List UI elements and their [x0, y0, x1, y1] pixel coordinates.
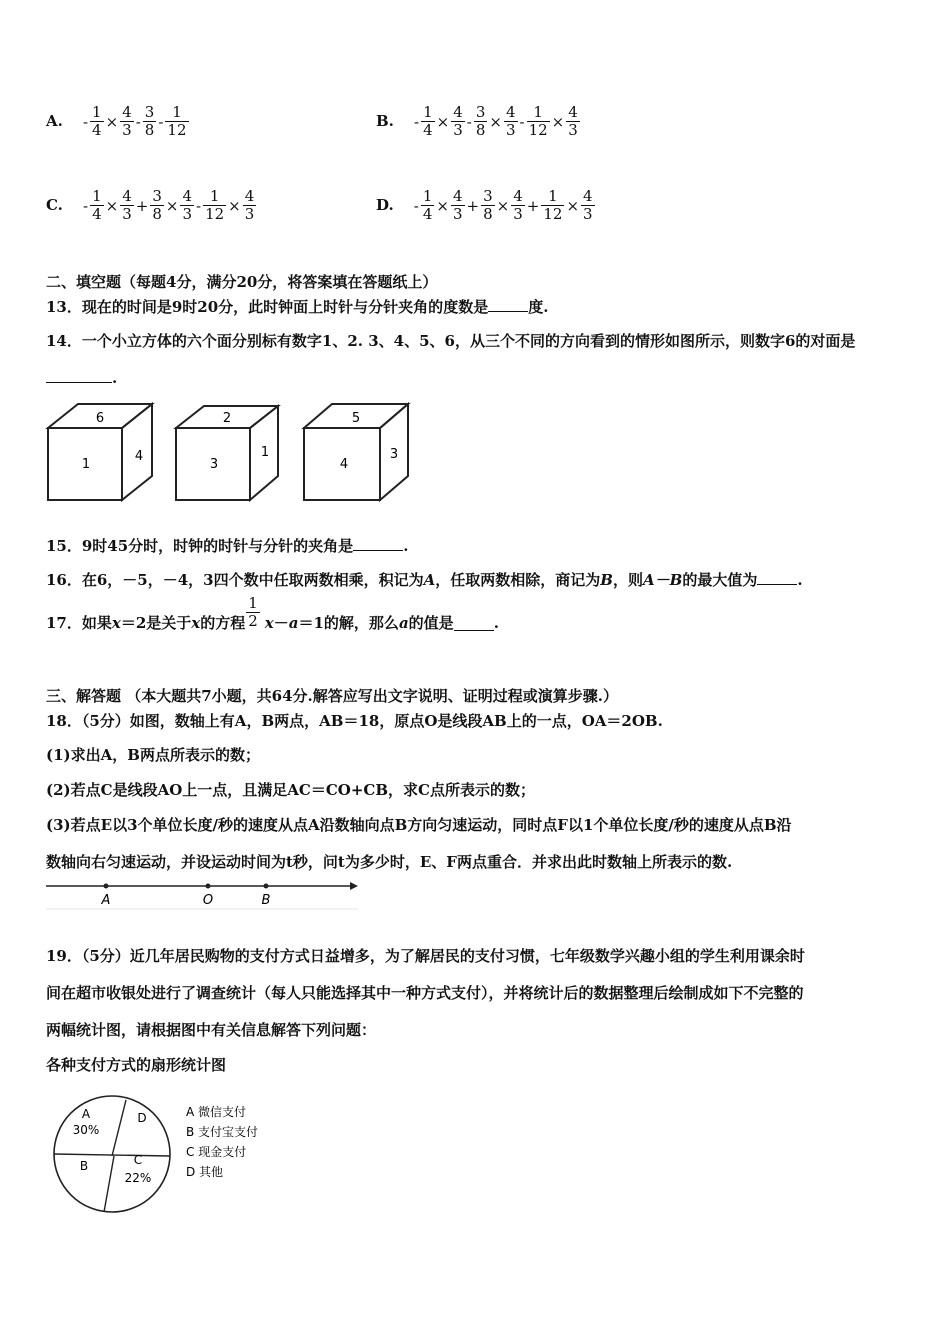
- fraction-numerator: 4: [122, 187, 132, 205]
- fraction-numerator: 4: [453, 187, 463, 205]
- fraction-numerator: 3: [152, 187, 162, 205]
- fraction-denominator: 3: [505, 121, 516, 139]
- operator: -: [413, 196, 419, 215]
- cube-3-side: 3: [389, 447, 399, 462]
- fraction: [511, 188, 525, 223]
- fraction-denominator: 8: [152, 205, 162, 223]
- q17-frac-num: 1: [248, 593, 258, 612]
- fraction: [566, 104, 580, 139]
- fraction-numerator: 1: [541, 188, 564, 206]
- q16-text: 16．在6，－5，－4，3四个数中任取两数相乘，积记为: [46, 571, 424, 589]
- operator: ×: [105, 112, 119, 131]
- cube-2: [176, 406, 278, 500]
- operator: -: [414, 112, 420, 131]
- cube-3-front: 4: [339, 457, 349, 472]
- question-19-line2: 间在超市收银处进行了调查统计（每人只能选择其中一种方式支付），并将统计后的数据整理后绘制成如下不完整的: [46, 984, 804, 1002]
- point-a-dot: [104, 884, 109, 889]
- operator: ×: [228, 196, 241, 215]
- cube-1-front: 1: [81, 457, 91, 472]
- q17-var-x3: x: [264, 614, 274, 632]
- question-15: [46, 536, 408, 556]
- q16-end: .: [797, 571, 803, 589]
- legend-entry-d: D 其他: [186, 1165, 224, 1179]
- operator: -: [519, 112, 525, 131]
- pie-slice-label-c: C: [133, 1153, 143, 1167]
- fraction-numerator: 4: [122, 103, 132, 121]
- fraction-denominator: 3: [453, 205, 463, 223]
- legend-entry-c: C 现金支付: [186, 1145, 247, 1159]
- operator: ×: [566, 196, 580, 215]
- q17-text-3: 的方程: [200, 614, 246, 632]
- operator: -: [158, 112, 164, 131]
- fraction: [180, 188, 194, 223]
- q16-text-4: 的最大值为: [682, 571, 758, 589]
- pie-slice-percent-a: 30%: [72, 1123, 100, 1137]
- operator: ×: [551, 112, 565, 131]
- fraction: [143, 104, 157, 139]
- q17-fraction: [246, 595, 260, 630]
- fraction-denominator: 4: [92, 205, 102, 223]
- fraction-denominator: 12: [167, 121, 187, 139]
- fraction: [243, 188, 257, 223]
- fraction: [451, 188, 465, 223]
- q17-frac-den: 2: [248, 611, 258, 630]
- fraction-numerator: 1: [423, 103, 433, 121]
- q13-unit: 度.: [528, 298, 549, 316]
- q14-answer-blank[interactable]: [46, 368, 112, 383]
- fraction-denominator: 3: [122, 121, 132, 139]
- operator: +: [526, 196, 540, 215]
- fraction-numerator: 1: [92, 187, 102, 205]
- fraction-numerator: 3: [483, 187, 493, 205]
- operator: +: [466, 196, 480, 215]
- fraction-denominator: 8: [144, 121, 155, 139]
- point-b-label: B: [261, 893, 271, 908]
- q15-answer-blank[interactable]: [353, 536, 403, 551]
- option-c-expression: [82, 187, 257, 223]
- q17-var-a2: a: [398, 614, 409, 632]
- fraction-numerator: 1: [92, 103, 102, 121]
- option-a-label: A.: [46, 112, 63, 130]
- q15-text: 15．9时45分时，时钟的时针与分针的夹角是: [46, 537, 354, 555]
- fraction-denominator: 12: [205, 205, 225, 223]
- fraction-denominator: 3: [244, 205, 255, 223]
- fraction-denominator: 8: [483, 205, 493, 223]
- fraction-numerator: 4: [453, 103, 463, 121]
- fraction: [451, 104, 465, 139]
- q15-end: .: [403, 537, 409, 555]
- operator: ×: [165, 196, 179, 215]
- q17-text-2: ＝2是关于: [120, 614, 192, 632]
- operator: ×: [496, 196, 510, 215]
- q14-end: .: [112, 369, 118, 387]
- pie-slice-label-d: D: [137, 1111, 147, 1125]
- option-c-label: C.: [46, 196, 63, 214]
- q17-answer-blank[interactable]: [454, 616, 494, 631]
- option-a-expression: [82, 103, 190, 139]
- pie-chart: [46, 1090, 306, 1220]
- option-c[interactable]: [46, 188, 257, 223]
- question-19-line3: 两幅统计图，请根据图中有关信息解答下列问题：: [46, 1021, 377, 1039]
- fraction-denominator: 4: [423, 121, 433, 139]
- q13-text: 13．现在的时间是9时20分，此时钟面上时针与分针夹角的度数是: [46, 298, 489, 316]
- option-b-expression: [413, 103, 581, 139]
- pie-slice-label-b: B: [79, 1159, 89, 1173]
- fraction: [421, 104, 435, 139]
- fraction-denominator: 12: [528, 121, 548, 139]
- q17-var-x1: x: [111, 614, 121, 632]
- cube-3: [304, 404, 408, 500]
- fraction: [90, 104, 104, 139]
- q17-var-a1: a: [288, 614, 299, 632]
- question-18-part1: (1)求出A，B两点所表示的数；: [46, 746, 260, 764]
- operator: -: [196, 196, 202, 215]
- section3-heading: 三、解答题 （本大题共7小题，共64分.解答应写出文字说明、证明过程或演算步骤.）: [46, 687, 618, 705]
- q17-text: 17．如果: [46, 614, 112, 632]
- point-o-dot: [206, 884, 211, 889]
- cube-3-top: 5: [351, 411, 361, 426]
- fraction-numerator: 4: [583, 187, 593, 205]
- legend-entry-a: A 微信支付: [186, 1105, 247, 1119]
- fraction: [150, 188, 164, 223]
- operator: -: [135, 112, 141, 131]
- number-line-figure: [44, 876, 364, 912]
- fraction-denominator: 3: [513, 205, 523, 223]
- fraction-numerator: 1: [527, 104, 550, 122]
- q16-answer-blank[interactable]: [757, 570, 797, 585]
- legend-entry-b: B 支付宝支付: [186, 1125, 259, 1139]
- arrow-right-icon: [350, 882, 358, 890]
- fraction-denominator: 3: [122, 205, 132, 223]
- operator: -: [82, 112, 89, 131]
- cubes-figure: [40, 396, 420, 506]
- cube-1-top: 6: [95, 411, 105, 426]
- option-d-label: D.: [376, 196, 394, 214]
- fraction-numerator: 3: [475, 103, 486, 121]
- q16-var-a: A: [423, 571, 436, 589]
- operator: ×: [436, 112, 450, 131]
- fraction-numerator: 1: [422, 187, 433, 205]
- q17-minus: －: [273, 614, 289, 632]
- fraction-denominator: 3: [583, 205, 593, 223]
- fraction: [581, 188, 595, 223]
- q17-end: .: [493, 614, 499, 632]
- q16-text-3: ，则: [612, 571, 643, 589]
- fraction: [120, 188, 134, 223]
- fraction-denominator: 12: [543, 205, 563, 223]
- pie-group: [54, 1096, 170, 1212]
- question-13: [46, 297, 548, 317]
- fraction-numerator: 4: [513, 187, 523, 205]
- fraction-denominator: 4: [422, 205, 433, 223]
- fraction-denominator: 4: [92, 121, 102, 139]
- question-17: [46, 593, 499, 633]
- fraction-numerator: 4: [182, 187, 192, 205]
- fraction: [120, 104, 134, 139]
- pie-legend: [186, 1104, 258, 1179]
- fraction-numerator: 1: [203, 188, 226, 206]
- fraction: [421, 188, 435, 223]
- fraction-numerator: 4: [568, 103, 578, 121]
- question-18-line1: 18．（5分）如图，数轴上有A，B两点，AB＝18，原点O是线段AB上的一点，OA＝2OB.: [46, 712, 663, 730]
- question-18-part3-line2: 数轴向右匀速运动，并设运动时间为t秒，问t为多少时，E、F两点重合．并求出此时数轴上所表示的数.: [46, 853, 733, 871]
- fraction-numerator: 4: [505, 103, 516, 121]
- pie-slice-divider: [104, 1156, 114, 1212]
- cube-2-side: 1: [260, 445, 270, 460]
- fraction-numerator: 3: [144, 103, 155, 121]
- question-18-part2: (2)若点C是线段AO上一点，且满足AC＝CO+CB，求C点所表示的数；: [46, 781, 535, 799]
- pie-slice-percent-c: 22%: [124, 1171, 152, 1185]
- fraction: [474, 104, 488, 139]
- q17-text-5: 的值是: [408, 614, 454, 632]
- fraction-denominator: 3: [568, 121, 578, 139]
- option-a[interactable]: [46, 104, 190, 139]
- q13-answer-blank[interactable]: [488, 297, 528, 312]
- q17-var-x2: x: [191, 614, 201, 632]
- cube-2-top: 2: [222, 411, 232, 426]
- fraction: [527, 104, 550, 139]
- question-16: [46, 570, 803, 590]
- question-14-line1: 14．一个小立方体的六个面分别标有数字1、2. 3、4、5、6，从三个不同的方向看到的情形如图所示，则数字6的对面是: [46, 332, 856, 350]
- point-b-dot: [264, 884, 269, 889]
- fraction-denominator: 3: [453, 121, 463, 139]
- fraction: [481, 188, 495, 223]
- option-b[interactable]: [376, 104, 581, 139]
- cube-1: [48, 404, 152, 500]
- option-d[interactable]: [376, 188, 596, 223]
- cube-2-front: 3: [209, 457, 219, 472]
- question-14-line2: [46, 368, 117, 388]
- fraction-denominator: 8: [475, 121, 486, 139]
- operator: ×: [489, 112, 502, 131]
- fraction: [541, 188, 564, 223]
- cube-1-side: 4: [134, 449, 144, 464]
- fraction: [90, 188, 104, 223]
- section2-heading: 二、填空题（每题4分，满分20分，将答案填在答题纸上）: [46, 273, 438, 291]
- q16-var-b: B: [600, 571, 613, 589]
- operator: -: [466, 112, 472, 131]
- chart-caption: 各种支付方式的扇形统计图: [46, 1056, 227, 1074]
- fraction: [203, 188, 226, 223]
- operator: ×: [105, 196, 119, 215]
- operator: +: [135, 196, 149, 215]
- point-o-label: O: [202, 893, 214, 908]
- operator: ×: [436, 196, 449, 215]
- fraction: [165, 104, 188, 139]
- option-b-label: B.: [376, 112, 394, 130]
- question-19-line1: 19．（5分）近几年居民购物的支付方式日益增多，为了解居民的支付习惯，七年级数学兴趣小组的学生利用课余时: [46, 947, 805, 965]
- option-d-expression: [413, 187, 596, 223]
- fraction-numerator: 4: [244, 187, 255, 205]
- pie-slice-label-a: A: [81, 1107, 91, 1121]
- pie-slice-divider: [112, 1100, 126, 1156]
- q17-text-4: ＝1的解，那么: [298, 614, 399, 632]
- fraction: [504, 104, 518, 139]
- fraction-denominator: 3: [182, 205, 192, 223]
- fraction-numerator: 1: [165, 104, 188, 122]
- operator: -: [83, 196, 89, 215]
- q16-expr: A－B: [642, 571, 683, 589]
- q16-text-2: ，任取两数相除，商记为: [435, 571, 601, 589]
- point-a-label: A: [101, 893, 111, 908]
- question-18-part3-line1: (3)若点E以3个单位长度/秒的速度从点A沿数轴向点B方向匀速运动，同时点F以1个单位长度/秒的速度从点B沿: [46, 816, 792, 834]
